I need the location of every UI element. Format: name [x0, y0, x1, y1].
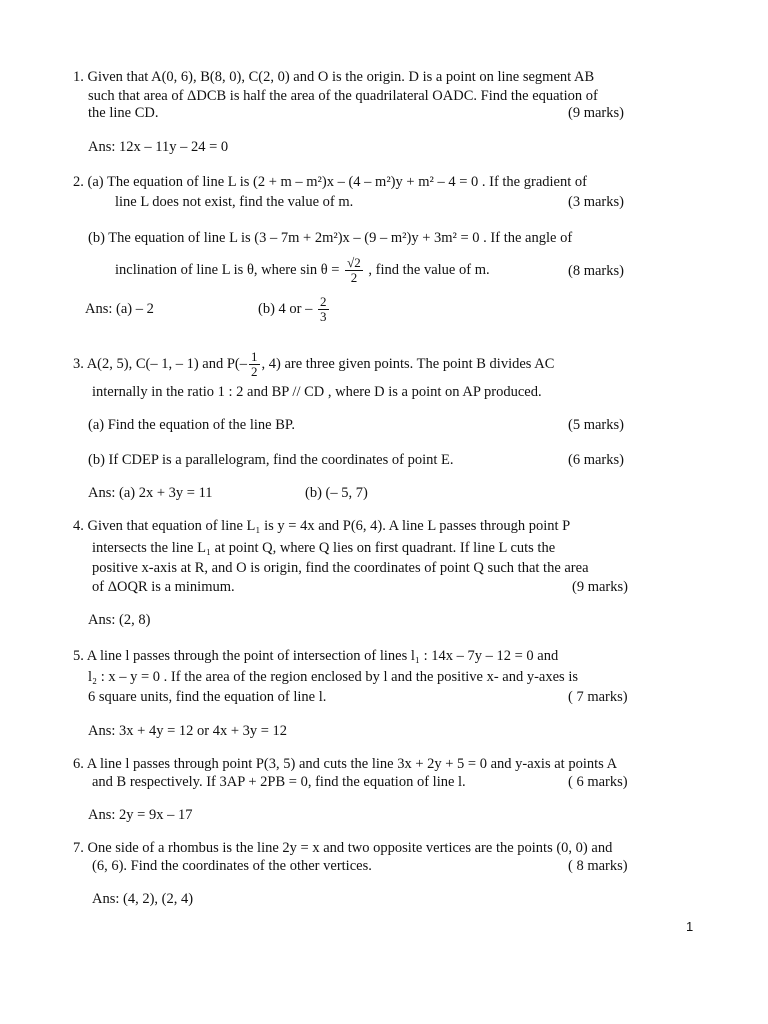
q3b: (b) If CDEP is a parallelogram, find the coordinates of point E. [88, 452, 454, 468]
q5-line2: l₂ : x – y = 0 . If the area of the region enclosed by l and the positive x- and y-axes is [88, 669, 578, 685]
q5-marks: ( 7 marks) [568, 689, 628, 705]
q2a-marks: (3 marks) [568, 194, 624, 210]
q6-line2: and B respectively. If 3AP + 2PB = 0, find the equation of line l. [92, 774, 466, 790]
q3-answer-b: (b) (– 5, 7) [305, 485, 368, 501]
sin-fraction-num: √2 [347, 255, 361, 271]
q6-answer: Ans: 2y = 9x – 17 [88, 807, 193, 823]
q6-marks: ( 6 marks) [568, 774, 628, 790]
p-fraction-den: 2 [251, 364, 258, 380]
q6-line1: 6. A line l passes through point P(3, 5) and cuts the line 3x + 2y + 5 = 0 and y-axis at points A [73, 756, 618, 772]
q2b-line2-pre: inclination of line L is θ, where sin θ = [115, 262, 340, 278]
p-fraction-num: 1 [251, 349, 258, 365]
q2b-line2-post: , find the value of m. [368, 262, 490, 278]
q2a-line2: line L does not exist, find the value of m. [115, 194, 354, 210]
q4-line2: intersects the line L₁ at point Q, where Q lies on first quadrant. If line L cuts the [92, 540, 556, 556]
q1-marks: (9 marks) [568, 105, 624, 121]
q2-answer-b [258, 292, 331, 326]
p-fraction [249, 350, 260, 379]
sin-fraction-den: 2 [350, 270, 358, 286]
q5-answer: Ans: 3x + 4y = 12 or 4x + 3y = 12 [88, 723, 288, 739]
q1-answer: Ans: 12x – 11y – 24 = 0 [88, 139, 229, 155]
sin-fraction [345, 256, 363, 285]
q3a-marks: (5 marks) [568, 417, 624, 433]
q2b-line1: (b) The equation of line L is (3 – 7m + 2m²)x – (9 – m²)y + 3m² = 0 . If the angle of [88, 230, 573, 246]
q3-line1-post: , 4) are three given points. The point B divides AC [261, 356, 555, 372]
q7-marks: ( 8 marks) [568, 858, 628, 874]
q2a-line1: 2. (a) The equation of line L is (2 + m – m²)x – (4 – m²)y + m² – 4 = 0 . If the gradient of [73, 174, 587, 190]
q4-line1: 4. Given that equation of line L₁ is y = 4x and P(6, 4). A line L passes through point P [73, 518, 571, 534]
q4-line4: of ΔOQR is a minimum. [92, 579, 235, 595]
q3a: (a) Find the equation of the line BP. [88, 417, 295, 433]
answer-fraction-num: 2 [320, 294, 327, 310]
q2-answer-a: Ans: (a) – 2 [85, 301, 154, 317]
answer-fraction [318, 295, 329, 324]
q2b-marks: (8 marks) [568, 263, 624, 279]
q7-line2: (6, 6). Find the coordinates of the other vertices. [92, 858, 372, 874]
q3-line1 [73, 347, 554, 381]
q4-answer: Ans: (2, 8) [88, 612, 151, 628]
q2b-line2 [115, 253, 490, 287]
q1-line2: such that area of ΔDCB is half the area of the quadrilateral OADC. Find the equation of [88, 88, 598, 104]
q3-line2: internally in the ratio 1 : 2 and BP // CD , where D is a point on AP produced. [92, 384, 542, 400]
answer-fraction-den: 3 [320, 309, 327, 325]
q3-line1-pre: 3. A(2, 5), C(– 1, – 1) and P(– [73, 356, 247, 372]
q4-marks: (9 marks) [572, 579, 628, 595]
q5-line3: 6 square units, find the equation of line l. [88, 689, 327, 705]
q3-answer-a: Ans: (a) 2x + 3y = 11 [88, 485, 213, 501]
q1-line3: the line CD. [88, 105, 159, 121]
q1-line1: 1. Given that A(0, 6), B(8, 0), C(2, 0) and O is the origin. D is a point on line segment AB [73, 69, 595, 85]
q2-answer-b-pre: (b) 4 or – [258, 301, 313, 317]
q4-line3: positive x-axis at R, and O is origin, find the coordinates of point Q such that the area [92, 560, 589, 576]
q5-line1: 5. A line l passes through the point of intersection of lines l₁ : 14x – 7y – 12 = 0 and [73, 648, 559, 664]
q7-line1: 7. One side of a rhombus is the line 2y = x and two opposite vertices are the points (0, 0) and [73, 840, 613, 856]
page-number: 1 [686, 919, 694, 934]
q7-answer: Ans: (4, 2), (2, 4) [92, 891, 194, 907]
q3b-marks: (6 marks) [568, 452, 624, 468]
